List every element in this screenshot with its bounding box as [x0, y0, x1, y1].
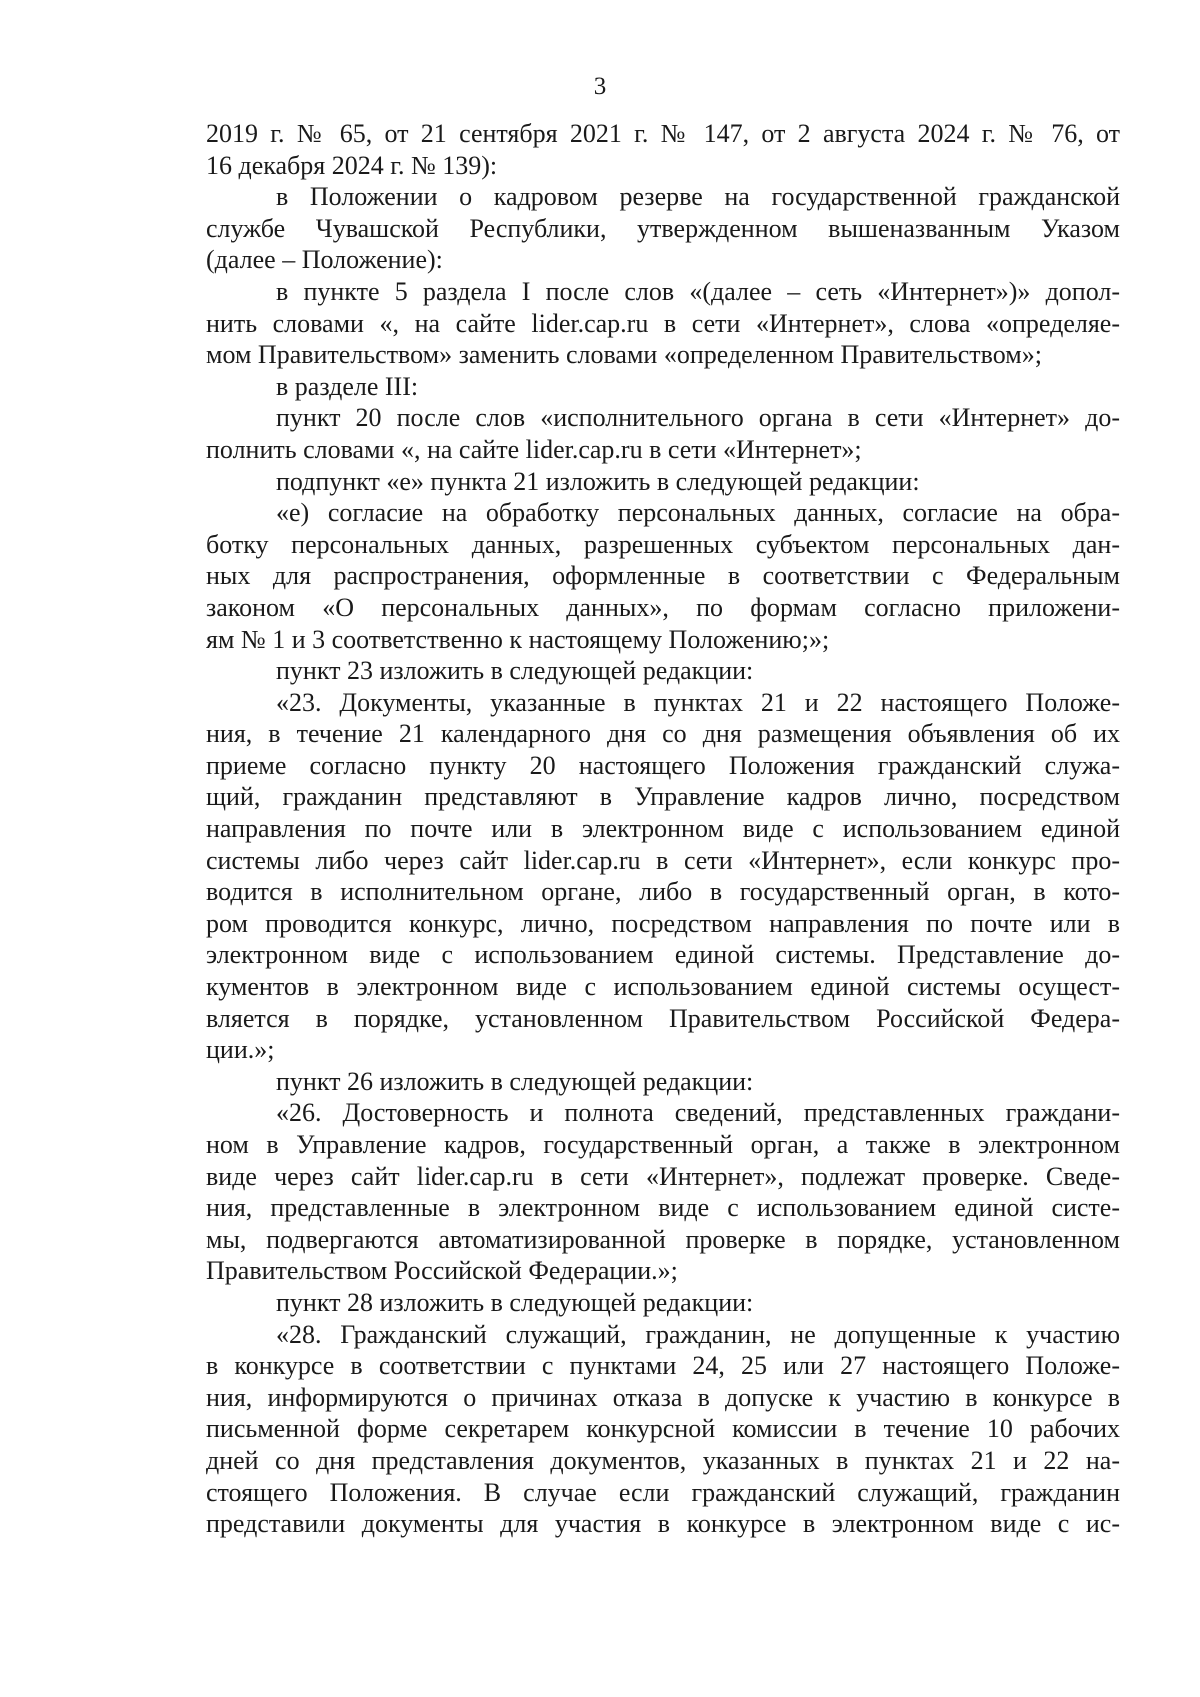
text-line: вляется в порядке, установленном Правительством Российской Федера- [206, 1003, 1120, 1033]
text-line: службе Чувашской Республики, утвержденном вышеназванным Указом [206, 213, 1120, 243]
text-line: кументов в электронном виде с использованием единой системы осущест- [206, 972, 1120, 1002]
text-line: представили документы для участия в конкурсе в электронном виде с ис- [206, 1509, 1120, 1539]
text-line: «26. Достоверность и полнота сведений, представленных граждани- [276, 1098, 1120, 1128]
text-line: (далее – Положение): [206, 245, 443, 275]
text-line: 16 декабря 2024 г. № 139): [206, 150, 498, 180]
text-line: нить словами «, на сайте lider.cap.ru в сети «Интернет», слова «определяе- [206, 308, 1120, 338]
text-line: Правительством Российской Федерации.»; [206, 1256, 678, 1286]
text-line: пункт 28 изложить в следующей редакции: [276, 1287, 754, 1317]
text-line: в Положении о кадровом резерве на государственной гражданской [276, 182, 1120, 212]
text-line: мом Правительством» заменить словами «определенном Правительством»; [206, 340, 1042, 370]
text-line: стоящего Положения. В случае если гражданский служащий, гражданин [206, 1477, 1120, 1507]
text-line: ботку персональных данных, разрешенных субъектом персональных дан- [206, 529, 1120, 559]
text-line: виде через сайт lider.cap.ru в сети «Интернет», подлежат проверке. Сведе- [206, 1161, 1120, 1191]
text-line: электронном виде с использованием единой системы. Представление до- [206, 940, 1120, 970]
document-body [206, 118, 1120, 1540]
text-line: законом «О персональных данных», по формам согласно приложени- [206, 592, 1120, 622]
text-line: ром проводится конкурс, лично, посредством направления по почте или в [206, 908, 1120, 938]
text-line: в разделе III: [276, 371, 419, 401]
text-line: в конкурсе в соответствии с пунктами 24, 25 или 27 настоящего Положе- [206, 1351, 1120, 1381]
text-line: ния, представленные в электронном виде с использованием единой систе- [206, 1193, 1120, 1223]
text-line: «28. Гражданский служащий, гражданин, не допущенные к участию [276, 1319, 1120, 1349]
text-line: ям № 1 и 3 соответственно к настоящему Положению;»; [206, 624, 830, 654]
text-line: «23. Документы, указанные в пунктах 21 и 22 настоящего Положе- [276, 687, 1120, 717]
text-line: ных для распространения, оформленные в соответствии с Федеральным [206, 561, 1120, 591]
text-line: полнить словами «, на сайте lider.cap.ru в сети «Интернет»; [206, 434, 862, 464]
text-line: письменной форме секретарем конкурсной комиссии в течение 10 рабочих [206, 1414, 1120, 1444]
text-line: щий, гражданин представляют в Управление кадров лично, посредством [206, 782, 1120, 812]
page-number: 3 [593, 73, 607, 100]
text-line: направления по почте или в электронном виде с использованием единой [206, 814, 1120, 844]
text-line: мы, подвергаются автоматизированной проверке в порядке, установленном [206, 1224, 1120, 1254]
text-line: приеме согласно пункту 20 настоящего Положения гражданский служа- [206, 750, 1120, 780]
text-line: 2019 г. № 65, от 21 сентября 2021 г. № 147, от 2 августа 2024 г. № 76, от [206, 119, 1120, 148]
text-line: ции.»; [206, 1035, 275, 1065]
text-line: ния, информируются о причинах отказа в допуске к участию в конкурсе в [206, 1382, 1120, 1412]
text-line: ния, в течение 21 календарного дня со дня размещения объявления об их [206, 719, 1120, 749]
text-line: системы либо через сайт lider.cap.ru в сети «Интернет», если конкурс про- [206, 845, 1120, 875]
text-line: пункт 23 изложить в следующей редакции: [276, 656, 754, 686]
text-line: пункт 20 после слов «исполнительного органа в сети «Интернет» до- [276, 403, 1120, 433]
text-line: подпункт «е» пункта 21 изложить в следующей редакции: [276, 466, 920, 496]
text-line: ном в Управление кадров, государственный орган, а также в электронном [206, 1130, 1120, 1159]
text-line: водится в исполнительном органе, либо в государственный орган, в кото- [206, 877, 1120, 907]
text-line: дней со дня представления документов, указанных в пунктах 21 и 22 на- [206, 1445, 1120, 1475]
text-line: пункт 26 изложить в следующей редакции: [276, 1066, 754, 1096]
text-line: в пункте 5 раздела I после слов «(далее – сеть «Интернет»)» допол- [276, 276, 1120, 306]
text-line: «е) согласие на обработку персональных данных, согласие на обра- [276, 498, 1120, 528]
